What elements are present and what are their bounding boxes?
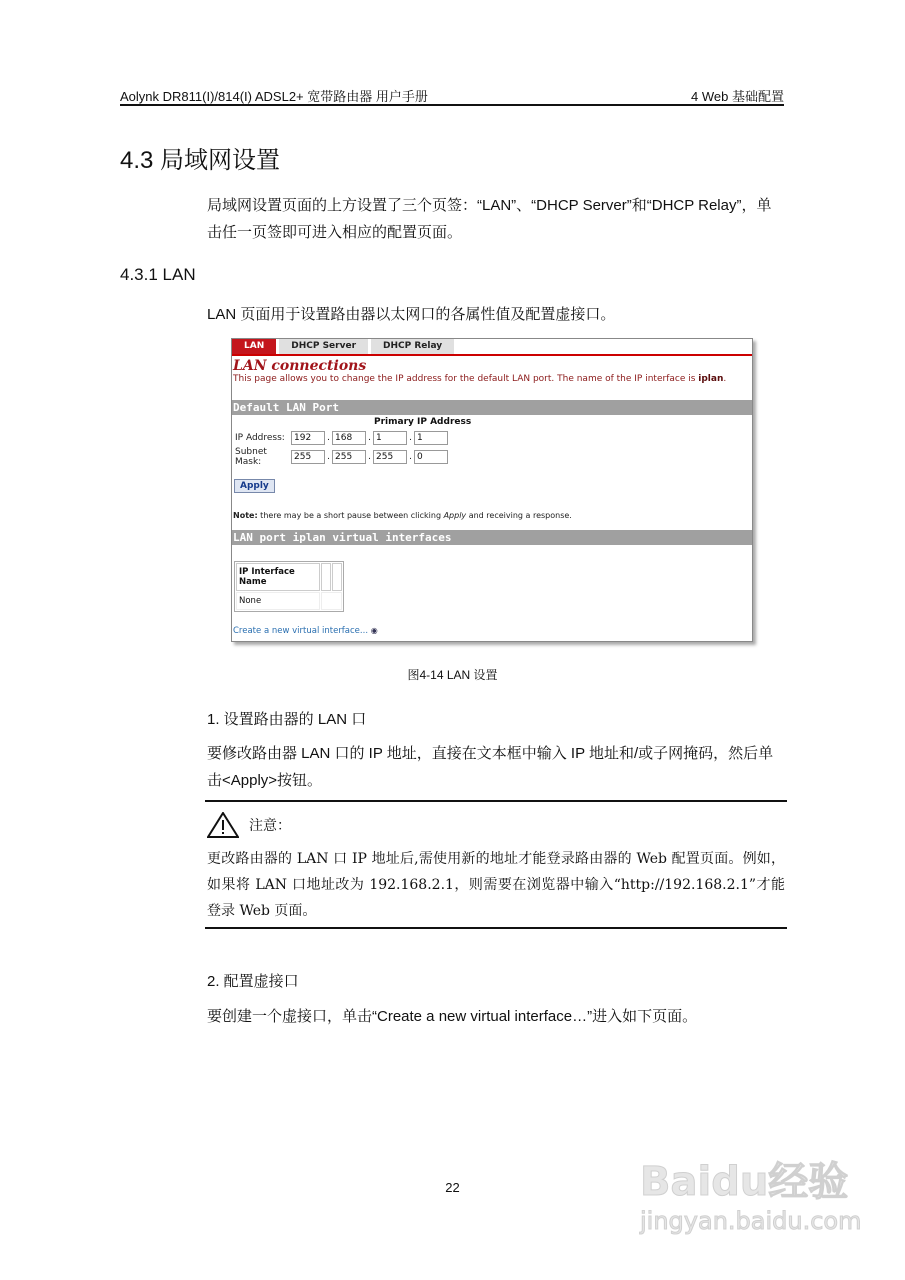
ip-address-label: IP Address:: [235, 432, 285, 443]
watermark-url: jingyan.baidu.com: [640, 1207, 862, 1235]
step2-body: 要创建一个虚接口，单击“Create a new virtual interface…”进入如下页面。: [207, 1008, 698, 1025]
warning-icon: [207, 812, 239, 838]
mask-octet-3[interactable]: 255: [373, 450, 407, 464]
default-lan-port-bar: Default LAN Port: [232, 400, 752, 415]
virtual-interface-table: [234, 561, 344, 612]
header-left: Aolynk DR811(I)/814(I) ADSL2+ 宽带路由器 用户手册: [120, 89, 428, 104]
page-number: 22: [445, 1180, 460, 1195]
notice-bottom-rule: [205, 927, 787, 929]
table-header: IP Interface Name: [236, 563, 320, 591]
note-body: there may be a short pause between clicking: [257, 511, 444, 520]
ip-octet-4[interactable]: 1: [414, 431, 448, 445]
subnet-mask-row: Subnet Mask: 255 . 255 . 255 . 0: [235, 448, 752, 465]
section-intro: 局域网设置页面的上方设置了三个页签：“LAN”、“DHCP Server”和“DHCP Relay”，单击任一页签即可进入相应的配置页面。: [207, 197, 772, 241]
lan-settings-screenshot: [231, 338, 753, 642]
mask-octet-2[interactable]: 255: [332, 450, 366, 464]
mask-octet-1[interactable]: 255: [291, 450, 325, 464]
tab-dhcp-relay[interactable]: DHCP Relay: [371, 339, 454, 354]
apply-button[interactable]: Apply: [234, 479, 275, 493]
ip-octet-2[interactable]: 168: [332, 431, 366, 445]
tab-bar: [232, 339, 752, 356]
note-apply: Apply: [443, 511, 467, 520]
section-title: 4.3 局域网设置: [120, 147, 281, 174]
description-text: This page allows you to change the IP address for the default LAN port. The name of the IP interface is: [233, 374, 699, 384]
header-right: 4 Web 基础配置: [691, 89, 784, 104]
create-link-text[interactable]: Create a new virtual interface...: [233, 626, 369, 636]
step1-body: 要修改路由器 LAN 口的 IP 地址，直接在文本框中输入 IP 地址和/或子网掩码，然后单击<Apply>按钮。: [207, 745, 774, 789]
tab-lan[interactable]: LAN: [232, 339, 276, 354]
notice-label: 注意：: [249, 818, 291, 834]
arrow-circle-icon: ◉: [370, 626, 378, 635]
subsection-intro: LAN 页面用于设置路由器以太网口的各属性值及配置虚接口。: [207, 306, 616, 323]
page-title: LAN connections: [233, 358, 367, 374]
table-row: [236, 592, 342, 610]
virtual-interfaces-bar: LAN port iplan virtual interfaces: [232, 530, 752, 545]
subnet-mask-label: Subnet Mask:: [235, 446, 267, 467]
notice-body: 更改路由器的 LAN 口 IP 地址后,需使用新的地址才能登录路由器的 Web 配置页面。例如，如果将 LAN 口地址改为 192.168.2.1，则需要在浏览器中输入“http://192.168.2.1”才能登录 Web 页面。: [207, 851, 785, 919]
ip-octet-3[interactable]: 1: [373, 431, 407, 445]
ip-octet-1[interactable]: 192: [291, 431, 325, 445]
notice-top-rule: [205, 800, 787, 802]
note-text: [233, 511, 752, 520]
ip-form: [232, 417, 752, 465]
table-cell: None: [236, 592, 320, 610]
note-label: Note:: [233, 511, 258, 520]
create-virtual-interface-link[interactable]: [233, 626, 752, 636]
baidu-watermark: [640, 1150, 861, 1235]
iface-name: iplan: [698, 374, 724, 384]
watermark-brand: Baidu经验: [640, 1159, 849, 1205]
page-description: This page allows you to change the IP address for the default LAN port. The name of the IP interface is iplan.: [233, 374, 727, 384]
subsection-title: 4.3.1 LAN: [120, 265, 196, 284]
note-end: and receiving a response.: [466, 511, 572, 520]
step2-title: 2. 配置虚接口: [207, 973, 299, 990]
tab-dhcp-server[interactable]: DHCP Server: [279, 339, 368, 354]
notice-heading: [207, 812, 291, 838]
running-header: [120, 86, 784, 106]
step1-title: 1. 设置路由器的 LAN 口: [207, 711, 367, 728]
mask-octet-4[interactable]: 0: [414, 450, 448, 464]
ip-address-row: IP Address: 192 . 168 . 1 . 1: [235, 429, 752, 446]
figure-caption: 图4-14 LAN 设置: [407, 668, 498, 682]
primary-ip-header: Primary IP Address: [374, 417, 472, 427]
